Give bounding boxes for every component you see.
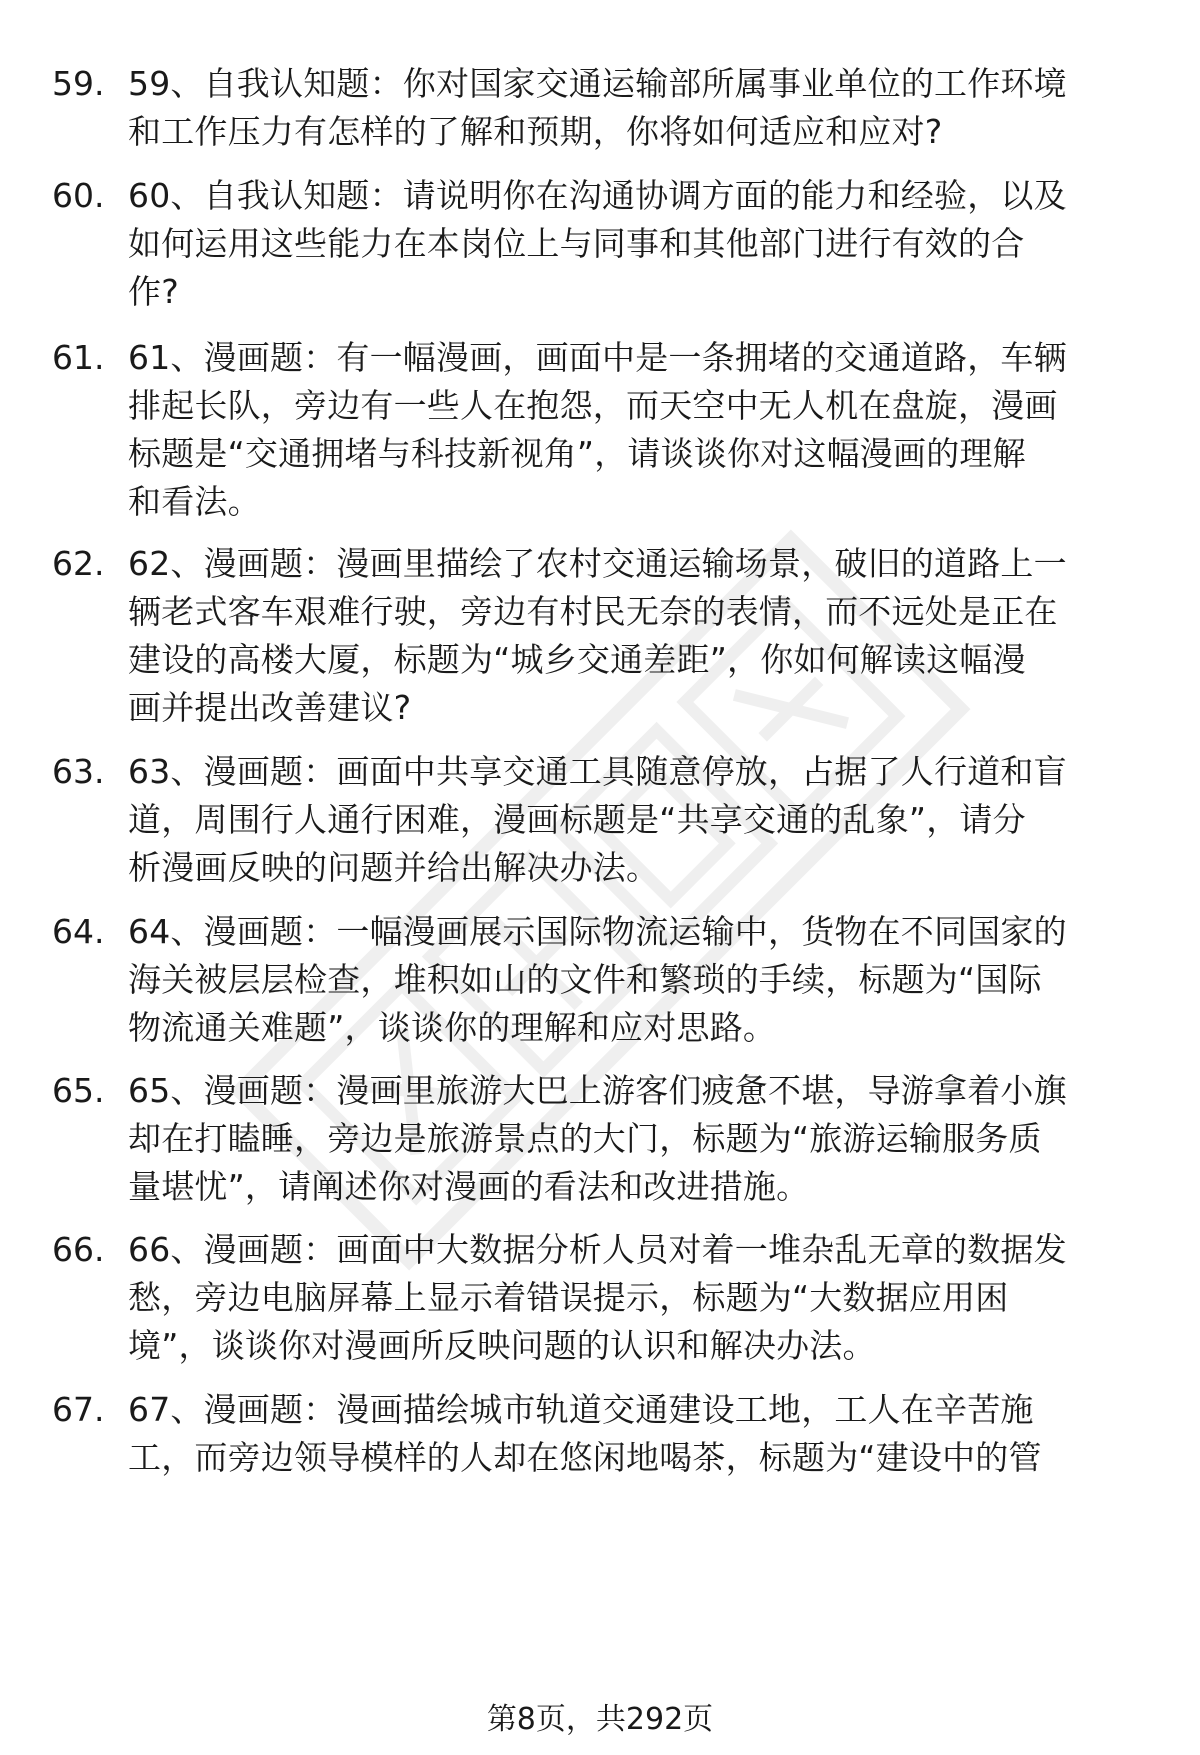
question-number: 65. [52, 1071, 105, 1110]
question-text-line: 67、漫画题：漫画描绘城市轨道交通建设工地，工人在辛苦施 [128, 1390, 1034, 1429]
question-text-line: 画并提出改善建议? [128, 688, 412, 727]
question-text-line: 建设的高楼大厦，标题为“城乡交通差距”，你如何解读这幅漫 [128, 640, 1026, 679]
question-number: 60. [52, 176, 105, 215]
question-number: 64. [52, 912, 105, 951]
question-text-line: 量堪忧”，请阐述你对漫画的看法和改进措施。 [128, 1167, 810, 1206]
question-number: 61. [52, 338, 105, 377]
question-text-line: 65、漫画题：漫画里旅游大巴上游客们疲惫不堪，导游拿着小旗 [128, 1071, 1067, 1110]
question-text-line: 60、自我认知题：请说明你在沟通协调方面的能力和经验，以及 [128, 176, 1067, 215]
question-number: 59. [52, 64, 105, 103]
question-text-line: 作? [128, 272, 179, 311]
question-text-line: 物流通关难题”，谈谈你的理解和应对思路。 [128, 1008, 777, 1047]
question-text-line: 63、漫画题：画面中共享交通工具随意停放，占据了人行道和盲 [128, 752, 1067, 791]
question-text-line: 辆老式客车艰难行驶，旁边有村民无奈的表情，而不远处是正在 [128, 592, 1058, 631]
question-text-line: 愁，旁边电脑屏幕上显示着错误提示，标题为“大数据应用困 [128, 1278, 1009, 1317]
question-text-line: 和工作压力有怎样的了解和预期，你将如何适应和应对? [128, 112, 943, 151]
question-text-line: 标题是“交通拥堵与科技新视角”，请谈谈你对这幅漫画的理解 [128, 434, 1026, 473]
question-number: 63. [52, 752, 105, 791]
question-text-line: 61、漫画题：有一幅漫画，画面中是一条拥堵的交通道路，车辆 [128, 338, 1067, 377]
question-text-line: 66、漫画题：画面中大数据分析人员对着一堆杂乱无章的数据发 [128, 1230, 1067, 1269]
question-text-line: 工，而旁边领导模样的人却在悠闲地喝茶，标题为“建设中的管 [128, 1438, 1042, 1477]
question-text-line: 排起长队，旁边有一些人在抱怨，而天空中无人机在盘旋，漫画 [128, 386, 1058, 425]
question-text-line: 62、漫画题：漫画里描绘了农村交通运输场景，破旧的道路上一 [128, 544, 1067, 583]
question-text-line: 道，周围行人通行困难，漫画标题是“共享交通的乱象”，请分 [128, 800, 1026, 839]
question-text-line: 和看法。 [128, 482, 261, 521]
question-text-line: 却在打瞌睡，旁边是旅游景点的大门，标题为“旅游运输服务质 [128, 1119, 1042, 1158]
question-text-line: 如何运用这些能力在本岗位上与同事和其他部门进行有效的合 [128, 224, 1025, 263]
question-text-line: 境”，谈谈你对漫画所反映问题的认识和解决办法。 [128, 1326, 876, 1365]
question-text-line: 64、漫画题：一幅漫画展示国际物流运输中，货物在不同国家的 [128, 912, 1067, 951]
question-text-line: 海关被层层检查，堆积如山的文件和繁琐的手续，标题为“国际 [128, 960, 1042, 999]
question-text-line: 析漫画反映的问题并给出解决办法。 [128, 848, 660, 887]
page-number-footer: 第8页，共292页 [486, 1702, 714, 1737]
question-number: 67. [52, 1390, 105, 1429]
question-number: 66. [52, 1230, 105, 1269]
question-number: 62. [52, 544, 105, 583]
question-text-line: 59、自我认知题：你对国家交通运输部所属事业单位的工作环境 [128, 64, 1067, 103]
